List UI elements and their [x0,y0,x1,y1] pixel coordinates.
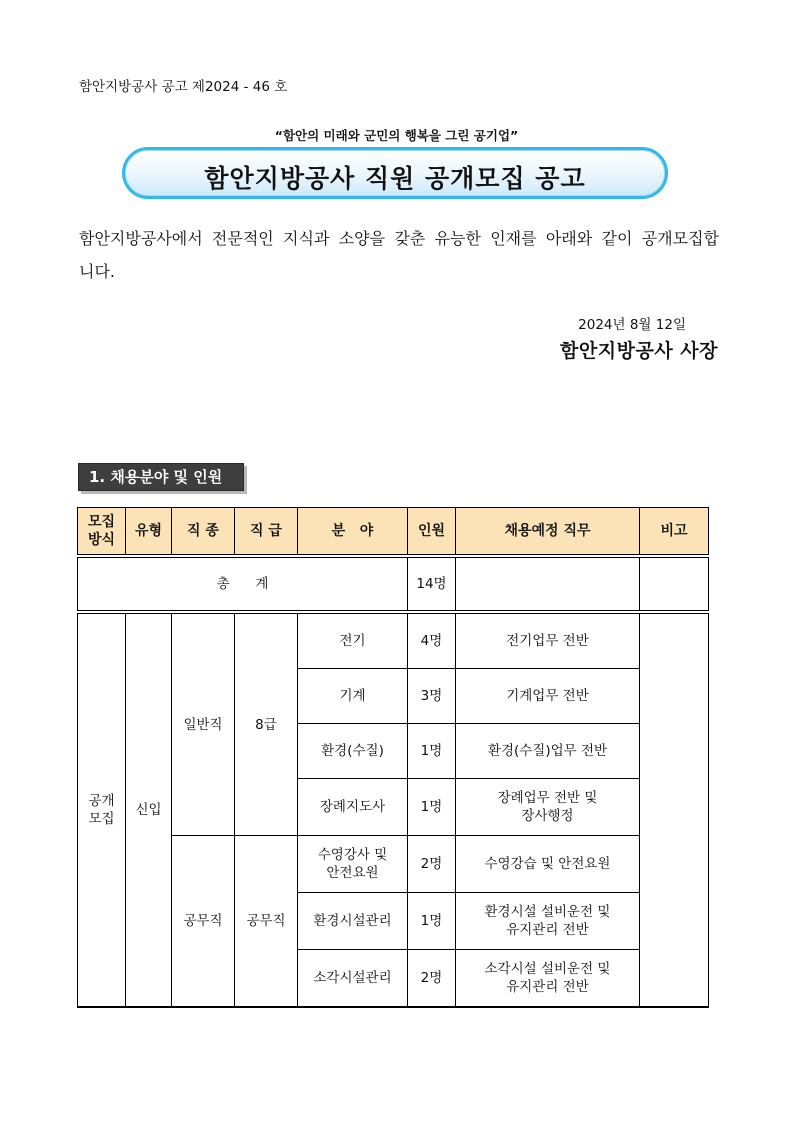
col-header-job-class: 직 종 [172,508,235,555]
col-header-type: 유형 [126,508,172,555]
job-class-cell: 일반직 [172,614,235,836]
field-cell: 전기 [298,614,408,669]
duty-cell: 환경(수질)업무 전반 [456,724,640,779]
col-header-duty: 채용예정 직무 [456,508,640,555]
duty-cell: 기계업무 전반 [456,669,640,724]
method-cell: 공개 모집 [78,614,126,1008]
job-class-cell: 공무직 [172,836,235,1008]
count-cell: 1명 [408,724,456,779]
notice-number: 함안지방공사 공고 제2024 - 46 호 [79,79,288,95]
duty-cell: 장례업무 전반 및 장사행정 [456,779,640,836]
col-header-count: 인원 [408,508,456,555]
count-cell: 3명 [408,669,456,724]
count-cell: 1명 [408,893,456,950]
col-header-remark: 비고 [640,508,709,555]
field-cell: 소각시설관리 [298,950,408,1008]
signer: 함안지방공사 사장 [560,340,718,362]
col-header-method: 모집 방식 [78,508,126,555]
section-heading: 1. 채용분야 및 인원 [78,463,244,491]
table-row [78,836,709,893]
duty-cell: 환경시설 설비운전 및 유지관리 전반 [456,893,640,950]
grade-cell: 8급 [235,614,298,836]
count-cell: 4명 [408,614,456,669]
count-cell: 2명 [408,950,456,1008]
field-cell: 기계 [298,669,408,724]
field-cell: 장례지도사 [298,779,408,836]
total-label: 총 계 [78,558,408,611]
col-header-grade: 직 급 [235,508,298,555]
intro-paragraph: 함안지방공사에서 전문적인 지식과 소양을 갖춘 유능한 인재를 아래와 같이 공개모집합니다. [79,229,719,281]
page-title: 함안지방공사 직원 공개모집 공고 [204,164,586,193]
announcement-date: 2024년 8월 12일 [578,317,686,333]
col-header-field: 분 야 [298,508,408,555]
duty-cell: 수영강습 및 안전요원 [456,836,640,893]
total-count: 14명 [408,558,456,611]
recruitment-table [77,507,709,1008]
field-cell: 환경시설관리 [298,893,408,950]
count-cell: 1명 [408,779,456,836]
duty-cell: 전기업무 전반 [456,614,640,669]
type-cell: 신입 [126,614,172,1008]
table-row [78,614,709,669]
count-cell: 2명 [408,836,456,893]
remark-cell [640,614,709,1008]
total-row [78,558,709,611]
total-remark [640,558,709,611]
field-cell: 환경(수질) [298,724,408,779]
field-cell: 수영강사 및 안전요원 [298,836,408,893]
total-duty [456,558,640,611]
title-banner [122,147,668,199]
duty-cell: 소각시설 설비운전 및 유지관리 전반 [456,950,640,1008]
slogan: “함안의 미래와 군민의 행복을 그린 공기업” [274,128,519,143]
grade-cell: 공무직 [235,836,298,1008]
